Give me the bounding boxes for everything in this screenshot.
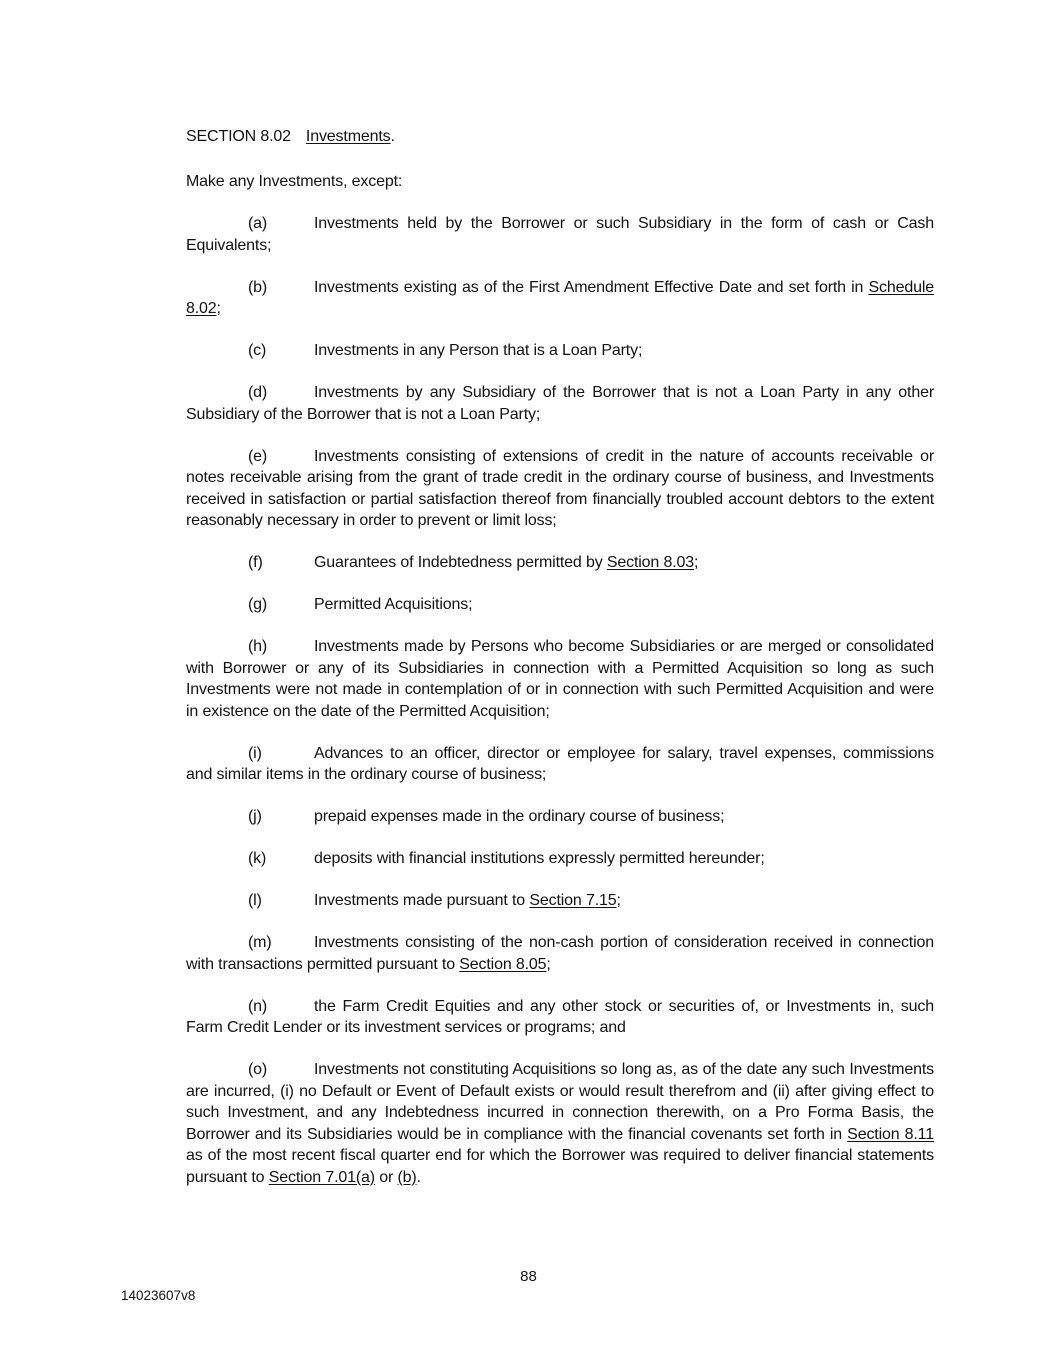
clause-label: (b)	[248, 278, 268, 296]
clause-paragraph	[186, 743, 934, 786]
document-id-stamp: 14023607v8	[121, 1288, 196, 1303]
clause-text: .	[416, 1168, 421, 1186]
cross-reference: Section 8.05	[459, 955, 547, 973]
clause-label: (l)	[248, 892, 262, 909]
clause-paragraph	[186, 213, 934, 256]
clause-paragraph	[186, 594, 934, 616]
clause-label: (c)	[248, 342, 267, 359]
clause-label: (n)	[248, 997, 268, 1015]
clause-paragraph	[186, 340, 934, 362]
cross-reference: (b)	[397, 1168, 417, 1186]
clause-paragraph	[186, 848, 934, 870]
clause-paragraph	[186, 996, 934, 1039]
clause-label: (j)	[248, 808, 262, 825]
clause-text: ;	[616, 892, 621, 909]
clause-paragraph	[186, 382, 934, 425]
clause-text: Advances to an officer, director or employee for salary, travel expenses, commissions and similar items in the ordinary course of business;	[186, 744, 934, 783]
clause-label: (e)	[248, 447, 268, 465]
section-number: SECTION 8.02	[186, 128, 291, 145]
intro-line: Make any Investments, except:	[186, 172, 403, 190]
cross-reference: Section 7.01(a)	[268, 1168, 375, 1186]
section-heading	[186, 126, 934, 148]
clause-text: ;	[694, 554, 699, 571]
clause-paragraph	[186, 446, 934, 532]
clause-label: (i)	[248, 744, 262, 762]
clause-text: Investments consisting of extensions of credit in the nature of accounts receivable or notes receivable arising from the grant of trade credit in the ordinary course of business, and Investments received in satisfaction or partial satisfaction thereof from financially troubled account debtors to the extent reasonably necessary in order to prevent or limit loss;	[186, 447, 934, 529]
clause-text: deposits with financial institutions expressly permitted hereunder;	[314, 850, 765, 867]
clause-text: or	[374, 1168, 398, 1186]
cross-reference: Section 7.15	[529, 892, 617, 909]
clause-paragraph	[186, 806, 934, 828]
clause-text: Investments made by Persons who become Subsidiaries or are merged or consolidated with Borrower or any of its Subsidiaries in connection with a Permitted Acquisition so long as such Investments were not made in contemplation of or in connection with such Permitted Acquisition and were in existence on the date of the Permitted Acquisition;	[186, 638, 934, 720]
clause-text: Investments not constituting Acquisitions so long as, as of the date any such Investments are incurred, (i) no Default or Event of Default exists or would result therefrom and (ii) after giving effect to such Investment, and any Indebtedness incurred in connection therewith, on a Pro Forma Basis, the Borrower and its Subsidiaries would be in compliance with the financial covenants set forth in	[186, 1061, 934, 1143]
clause-text: Guarantees of Indebtedness permitted by	[314, 554, 607, 571]
clause-paragraph	[186, 636, 934, 722]
clause-text: Investments consisting of the non-cash portion of consideration received in connection with transactions permitted pursuant to	[186, 934, 934, 973]
cross-reference: Section 8.11	[847, 1125, 934, 1143]
clause-paragraph	[186, 277, 934, 320]
clause-text: Investments made pursuant to	[314, 892, 530, 909]
clause-label: (h)	[248, 638, 268, 655]
clause-label: (f)	[248, 554, 263, 571]
section-title-period: .	[390, 128, 395, 145]
clause-list	[186, 213, 934, 1188]
clause-text: Investments by any Subsidiary of the Borrower that is not a Loan Party in any other Subsidiary of the Borrower that is not a Loan Party;	[186, 384, 934, 423]
clause-paragraph	[186, 932, 934, 975]
section-title: Investments	[305, 128, 391, 145]
clause-label: (g)	[248, 596, 268, 613]
clause-label: (k)	[248, 850, 267, 867]
clause-label: (o)	[248, 1061, 268, 1078]
clause-text: Permitted Acquisitions;	[314, 596, 473, 613]
clause-text: ;	[546, 955, 551, 973]
cross-reference: Schedule 8.02	[186, 278, 934, 317]
clause-text: Investments existing as of the First Amendment Effective Date and set forth in	[314, 278, 869, 296]
clause-text: Investments in any Person that is a Loan Party;	[314, 342, 643, 359]
clause-paragraph	[186, 890, 934, 912]
clause-text: ;	[216, 300, 221, 317]
clause-label: (a)	[248, 215, 268, 232]
clause-paragraph	[186, 552, 934, 574]
clause-text: as of the most recent fiscal quarter end for which the Borrower was required to deliver financial statements pursuant to	[186, 1147, 934, 1186]
clause-text: Investments held by the Borrower or such Subsidiary in the form of cash or Cash Equivalents;	[186, 215, 934, 254]
cross-reference: Section 8.03	[606, 554, 695, 571]
clause-label: (m)	[248, 934, 272, 951]
page-number: 88	[520, 1268, 537, 1285]
clause-text: prepaid expenses made in the ordinary course of business;	[314, 808, 725, 825]
document-content	[186, 126, 934, 1209]
clause-paragraph	[186, 1059, 934, 1188]
clause-text: the Farm Credit Equities and any other stock or securities of, or Investments in, such Farm Credit Lender or its investment services or programs; and	[186, 997, 934, 1036]
clause-label: (d)	[248, 384, 268, 401]
